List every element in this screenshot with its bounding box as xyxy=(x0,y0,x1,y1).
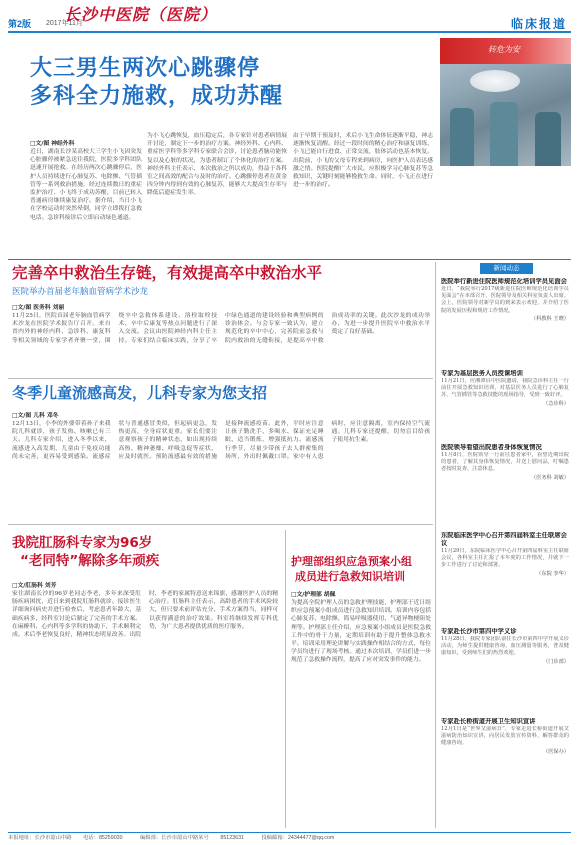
footer-address: 本报地址：长沙市韶山中路 xyxy=(8,835,72,841)
news-item xyxy=(441,370,569,440)
news-item xyxy=(441,278,569,366)
news-item-title: 东院临床医学中心召开第四届科室主任联席会议 xyxy=(441,532,567,547)
lead-byline: □文/图 神经外科 xyxy=(30,141,75,147)
flu-byline: □文/图 儿科 邓冬 xyxy=(12,413,59,419)
news-item-source: （东院 李华） xyxy=(536,570,569,577)
section-divider xyxy=(8,259,571,260)
elder-title-line2: “老同特”解除多年顽疾 xyxy=(20,553,160,569)
stroke-byline: □文/图 医务科 刘丽 xyxy=(12,305,65,311)
flu-title: 冬季儿童流感高发，儿科专家为您支招 xyxy=(12,384,268,402)
surgeon-figure-icon xyxy=(450,108,474,166)
news-item-source: （医务科 刘敏） xyxy=(531,474,569,481)
news-item-body: 11月28日，我院专家团队前往长沙市第四中学开展义诊活动，为师生提供健康咨询、血压测量等服务，普及健康知识，受到师生们的热烈欢迎。 xyxy=(441,636,569,657)
column-divider xyxy=(435,262,436,828)
issue-date: 2017年11月 xyxy=(46,20,83,27)
stroke-title: 完善卒中救治生存链，有效提高卒中救治水平 xyxy=(12,264,323,282)
news-item-source: （科教科 王晓） xyxy=(531,315,569,322)
news-item-source: （急诊科） xyxy=(543,400,569,407)
news-column xyxy=(437,262,571,837)
news-item-title: 专家赴长桥街道开展卫生知识宣讲 xyxy=(441,718,536,725)
footer-dept: 编辑部：长沙市韶山中路某号 xyxy=(140,835,209,841)
stroke-subtitle: 医院举办首届老年脑血管病学术沙龙 xyxy=(12,287,149,297)
news-item-source: （医保办） xyxy=(543,748,569,755)
footer-phone: 85259030 xyxy=(98,835,123,841)
page-number: 第2版 xyxy=(8,19,32,29)
lead-photo xyxy=(440,38,571,166)
lead-body-col2: 为小飞心跳恢复，血压稳定后，各专家针对患者病情展开讨论，制定下一步的治疗方案。神经外科、心内科、重症医学科等多学科专家联合会诊，讨论患者脑功能恢复以及心脏的状况，为患者制订了个体化的治疗方案。神经外科主任表示，本次救治之所以成功，得益于各科室之间高效的配合与及时的治疗。心跳骤停患者在黄金四分钟内得到有效的心肺复苏，能够大大提高生存率与降低后遗症发生率。 xyxy=(147,133,287,197)
nurse-byline: □文/护理部 胡佩 xyxy=(291,592,336,598)
footer-email: 投稿邮箱：24344477@qq.com xyxy=(261,835,335,841)
masthead-rule xyxy=(8,31,571,33)
stroke-body: 11月25日，医院首届老年脑血管病学术沙龙在医院学术报告厅召开。来自省内外的神经内科、急诊科、康复科等相关领域的专家学者齐聚一堂，围绕卒中急救体系建设、溶栓取栓技术、卒中后康复等热点问题进行了深入交流。会议由医院神经内科主任主持。专家们结合临床实践，分享了卒中绿色通道的建设经验和典型病例的诊治体会。与会专家一致认为，建立规范化的卒中中心，完善院前急救与院内救治的无缝衔接，是提高卒中救治成功率的关键。此次沙龙的成功举办，为进一步提升医院卒中救治水平奠定了良好基础。 xyxy=(12,313,430,344)
news-item xyxy=(441,532,569,624)
masthead xyxy=(0,0,579,33)
lead-body-col3: 由于早期干预及时，术后小飞生命体征逐渐平稳，神志逐渐恢复清醒。经过一段时间的精心治疗和康复训练，小飞已能自行进食、正常交流，肢体活动也基本恢复。出院前，小飞的父母专程来到病房，向医护人员表达感激之情。医院提醒广大市民，应积极学习心肺复苏等急救知识，关键时刻能够挽救生命。同时，小飞正在进行进一步的治疗。 xyxy=(293,133,433,189)
news-item-body: 12月1日是“世界艾滋病日”，专家走进长桥街道开展艾滋病防治知识宣讲，向居民发放宣传资料，解答群众的健康咨询。 xyxy=(441,726,569,747)
lead-body-col1: 近日，湖南长沙某高校大三学生小飞因突发心脏骤停被紧急送往我院，医院多学科团队迅速开展抢救。在经历两次心跳骤停后，医护人员持续进行心肺复苏、电除颤、气管插管等一系列救治措施，经过连续数日的重症监护治疗，小飞终于成功苏醒，目前已转入普通病房继续康复治疗。据介绍，当日小飞在学校运动时突然晕倒，同学立即拨打急救电话。急诊科接诊后立即启动绿色通道。 xyxy=(30,149,142,221)
news-item-title: 医院举行新进住院医师规范化培训学员见面会 xyxy=(441,278,567,285)
section-title: 临床报道 xyxy=(510,17,567,31)
surgical-lamp-icon xyxy=(470,70,520,92)
news-item-body: 11月8日，医院领导一行前往患者家中，看望近期出院的患者，了解其身体恢复情况，并送上慰问品，叮嘱患者按时复查、注意休息。 xyxy=(441,452,569,473)
news-item-title: 专家赴长沙市第四中学义诊 xyxy=(441,628,517,635)
flu-body: 12月13日，小李的外婆带着孙子来我院儿科就诊，孩子发热、咳嗽已有三天。儿科专家介绍，进入冬季以来，流感进入高发期，儿童由于免疫功能尚未完善，更容易受到感染。流感症状与普通感冒类似，但起病更急，发热更高，全身症状更重。家长们要注意观察孩子的精神状态，如出现持续高热、精神萎靡、呼吸急促等症状，应及时就医。预防流感最有效的措施是接种流感疫苗。此外，平时应注意让孩子勤洗手、多喝水、保证充足睡眠、适当锻炼，增强抵抗力。流感流行季节，尽量少带孩子去人群密集的场所，外出时佩戴口罩。家中有人患病时，应注意隔离，室内保持空气流通。儿科专家还提醒，切勿盲目给孩子使用抗生素。 xyxy=(12,421,430,460)
surgeon-figure-icon xyxy=(535,112,561,166)
elder-title-line1: 我院肛肠科专家为96岁 xyxy=(12,535,153,551)
news-item-title: 医院领导看望出院患者身体恢复情况 xyxy=(441,444,542,451)
elder-byline: □文/肛肠科 刘芳 xyxy=(12,583,57,589)
lead-title-line2: 多科全力施救，成功苏醒 xyxy=(30,84,284,109)
section-divider xyxy=(8,524,433,525)
nurse-title-line1: 护理部组织应急预案小组 xyxy=(291,555,412,568)
nurse-body: 为提高全院护理人员的急救护理技能，护理部于近日组织应急预案小组成员进行急救知识培训。培训内容包括心肺复苏、电除颤、简易呼吸器使用、气道异物梗阻处理等。护理部主任介绍，应急预案小组成员是医院急救工作中的骨干力量，定期培训有助于提升整体急救水平。培训采用理论讲解与实践操作相结合的方式，每位学员均进行了现场考核。通过本次培训，学员们进一步规范了急救操作流程，提高了应对突发事件的能力。 xyxy=(291,600,431,664)
section-divider xyxy=(8,378,433,379)
news-item-body: 近日，“我院举行2017级新进住院医师规范化培训学员见面会”在本部召开，医院领导及相关科室负责人出席。会上，医院领导对新学员的到来表示欢迎，并介绍了医院的发展历程和规培工作情况。 xyxy=(441,286,569,314)
news-item-source: （门诊部） xyxy=(543,658,569,665)
footer-phone-label: 电话： xyxy=(83,835,99,841)
photo-caption: 转危为安 xyxy=(488,45,520,54)
news-item xyxy=(441,444,569,526)
news-item-body: 11月29日，东院临床医学中心召开第四届科室主任联席会议，各科室主任汇报了本年度的工作情况，并就下一步工作进行了讨论和部署。 xyxy=(441,548,569,569)
news-item xyxy=(441,718,569,828)
news-section-tag: 新闻动态 xyxy=(480,263,533,274)
page-footer xyxy=(8,832,571,845)
newspaper-logo: 长沙中医院（医院） xyxy=(64,5,218,24)
elder-body: 家住湖南长沙的96岁老同志李老，多年来深受肛肠疾病困扰，近日来到我院肛肠科就诊。接诊医生详细询问病史并进行检查后，考虑患者年龄大、基础疾病多，经科室讨论后制定了完善的手术方案。在麻醉科、心内科等多学科的协助下，手术顺利完成。术后李老恢复良好，精神状态明显改善。出院时，李老的家属特意送来锦旗，感谢医护人员的精心治疗。肛肠科主任表示，高龄患者的手术风险较大，但只要术前评估充分、手术方案得当，同样可以获得满意的治疗效果。科室将继续发挥专科优势，为广大患者提供优质的医疗服务。 xyxy=(12,591,278,639)
column-divider xyxy=(285,530,286,828)
news-item-title: 专家为基层医务人员授课培训 xyxy=(441,370,523,377)
news-item xyxy=(441,628,569,714)
lead-title-line1: 大三男生两次心跳骤停 xyxy=(30,56,261,81)
footer-phone2: 85123631 xyxy=(220,835,244,841)
news-item-body: 11月21日，应湘潭县中医院邀请，我院急诊科主任一行前往开展急救知识培训，对基层医务人员进行了心肺复苏、气管插管等急救技能的现场指导，受到一致好评。 xyxy=(441,378,569,399)
nurse-title-line2: 成员进行急救知识培训 xyxy=(295,570,405,583)
surgeon-figure-icon xyxy=(490,102,518,166)
